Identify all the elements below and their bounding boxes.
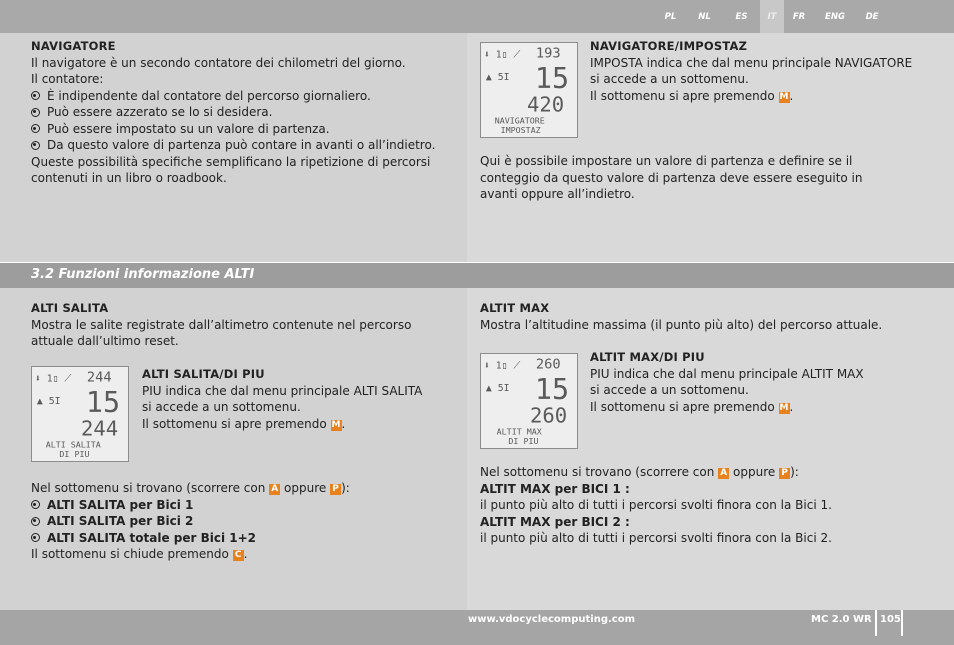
scroll-text: Nel sottomenu si trovano (scorrere con	[480, 465, 715, 479]
bullet-icon	[31, 104, 47, 121]
a-key-icon: A	[718, 468, 729, 479]
lcd-top-value: 244	[86, 369, 112, 386]
alti-salita-sub-block	[142, 366, 452, 432]
tab-lang-eng[interactable]: ENG	[825, 11, 845, 22]
tab-lang-de[interactable]: DE	[865, 11, 879, 22]
scroll-instructions	[31, 480, 451, 497]
m-key-icon: M	[331, 419, 341, 430]
list-item-text: ALTI SALITA per Bici 1	[47, 497, 194, 512]
scroll-end-text: ):	[341, 481, 350, 495]
altit-max-submenu-block	[480, 464, 920, 547]
bullet-icon	[31, 121, 47, 138]
navigatore-impostaz-para	[480, 153, 890, 203]
tab-lang-nl[interactable]: NL	[698, 11, 711, 22]
lcd-line-2: DI PIU	[59, 449, 90, 460]
list-item-text: Da questo valore di partenza può contare in avanti o all’indietro.	[47, 138, 436, 152]
alti-salita-block	[31, 300, 431, 350]
bullet-icon	[31, 137, 47, 154]
lcd-display-image	[481, 354, 577, 448]
altit-max-sub-line: Il sottomenu si apre premendo M.	[590, 399, 794, 414]
lcd-line-1: ALTI SALITA	[45, 439, 101, 450]
lcd-line-1: NAVIGATORE	[494, 115, 545, 126]
navigatore-impostaz-heading: NAVIGATORE/IMPOSTAZ	[590, 39, 748, 53]
lcd-status-icon: ⬇ 1▯ ⟋	[34, 373, 72, 385]
lcd-status-icon: ⬇ 1▯ ⟋	[483, 360, 521, 372]
a-key-icon: A	[269, 484, 280, 495]
alti-salita-submenu-block	[31, 480, 451, 563]
list-item-text: ALTI SALITA totale per Bici 1+2	[47, 530, 257, 545]
alti-salita-sub-line: Il sottomenu si apre premendo M.	[142, 416, 346, 431]
lcd-display-image	[481, 43, 577, 137]
lcd-line-2: DI PIU	[508, 436, 539, 447]
bullet-icon	[31, 513, 47, 530]
lcd-line-2: IMPOSTAZ	[500, 125, 541, 136]
altit-max-text: Mostra l’altitudine massima (il punto più alto) del percorso attuale.	[480, 317, 883, 332]
scroll-end-text: ):	[790, 465, 799, 479]
list-item	[31, 513, 451, 530]
section-header	[0, 262, 954, 288]
navigatore-intro-2: Il contatore:	[31, 72, 104, 86]
navigatore-impostaz-line: si accede a un sottomenu.	[590, 72, 749, 86]
altit-max-block	[480, 300, 910, 333]
list-item-text: ALTI SALITA per Bici 2	[47, 514, 194, 528]
bike1-label: ALTIT MAX per BICI 1 :	[480, 481, 630, 496]
list-item	[31, 530, 451, 547]
tab-lang-es[interactable]: ES	[735, 11, 748, 22]
navigatore-intro: Il navigatore è un secondo contatore dei chilometri del giorno.	[31, 55, 406, 70]
scroll-or-text: oppure	[284, 481, 327, 495]
open-submenu-text: Il sottomenu si apre premendo	[142, 416, 327, 431]
lcd-display-image	[32, 367, 128, 461]
alti-salita-heading: ALTI SALITA	[31, 301, 109, 315]
tab-lang-pl[interactable]: PL	[664, 11, 677, 22]
footer-url-link[interactable]: www.vdocyclecomputing.com	[468, 614, 636, 625]
lcd-time-value: 15	[534, 62, 570, 96]
lcd-line-1: ALTIT MAX	[496, 426, 542, 437]
list-item	[31, 137, 451, 154]
lcd-display-altit-max	[480, 353, 578, 449]
altit-max-sub-line: PIU indica che dal menu principale ALTIT MAX	[590, 366, 864, 381]
list-item	[31, 88, 451, 105]
lcd-time-value: 15	[85, 386, 121, 420]
lcd-top-value: 193	[535, 45, 561, 62]
list-item-text: Può essere impostato su un valore di partenza.	[47, 121, 330, 136]
navigatore-impostaz-line: IMPOSTA indica che dal menu principale NAVIGATORE	[590, 55, 913, 70]
list-item	[31, 497, 451, 514]
bike1-text: il punto più alto di tutti i percorsi svolti finora con la Bici 1.	[480, 498, 832, 512]
lcd-status-icon: ⬇ 1▯ ⟋	[483, 49, 521, 61]
open-submenu-text: Il sottomenu si apre premendo	[590, 399, 775, 414]
tab-lang-fr[interactable]: FR	[792, 11, 806, 22]
list-item-text: È indipendente dal contatore del percorso giornaliero.	[47, 88, 371, 103]
p-key-icon: P	[779, 468, 790, 479]
lcd-unit-icon: ▲ 5I	[485, 72, 510, 84]
footer-divider	[901, 610, 903, 636]
panel-altit-max	[467, 288, 954, 610]
page-number: 105	[880, 614, 901, 625]
list-item	[31, 121, 451, 138]
lcd-big-value: 420	[527, 92, 565, 117]
lcd-big-value: 260	[529, 403, 568, 428]
navigatore-outro: Queste possibilità specifiche semplificano la ripetizione di percorsi contenuti in un libro o roadbook.	[31, 154, 431, 185]
bullet-icon	[31, 497, 47, 514]
navigatore-impostaz-description: Qui è possibile impostare un valore di partenza e definire se il conteggio da questo valore di partenza deve essere eseguito in avanti oppure all’indietro.	[480, 154, 863, 201]
section-title: 3.2 Funzioni informazione ALTI	[31, 267, 255, 282]
alti-salita-sub-heading: ALTI SALITA/DI PIU	[142, 367, 265, 381]
scroll-or-text: oppure	[733, 465, 776, 479]
lcd-top-value: 260	[535, 356, 561, 373]
lcd-unit-icon: ▲ 5I	[485, 383, 510, 395]
p-key-icon: P	[330, 484, 341, 495]
navigatore-heading: NAVIGATORE	[31, 39, 116, 53]
bike2-text: il punto più alto di tutti i percorsi svolti finora con la Bici 2.	[480, 531, 832, 545]
close-submenu-line: Il sottomenu si chiude premendo C .	[31, 547, 248, 561]
close-submenu-text: Il sottomenu si chiude premendo	[31, 547, 229, 561]
alti-salita-sub-line: PIU indica che dal menu principale ALTI SALITA	[142, 383, 423, 398]
alti-salita-text: Mostra le salite registrate dall’altimetro contenute nel percorso attuale dall’ultimo reset.	[31, 317, 412, 348]
navigatore-impostaz-line: Il sottomenu si apre premendo M.	[590, 88, 794, 103]
language-tabs	[655, 0, 888, 33]
altit-max-sub-heading: ALTIT MAX/DI PIU	[590, 350, 705, 364]
m-key-icon: M	[779, 402, 789, 413]
bullet-icon	[31, 530, 47, 547]
navigatore-block	[31, 38, 451, 187]
lcd-unit-icon: ▲ 5I	[36, 396, 61, 408]
c-key-icon: C	[233, 550, 244, 561]
altit-max-sub-line: si accede a un sottomenu.	[590, 383, 749, 397]
m-key-icon: M	[779, 91, 789, 102]
list-item-text: Può essere azzerato se lo si desidera.	[47, 105, 273, 119]
lcd-display-alti-salita	[31, 366, 129, 462]
footer-divider	[875, 610, 877, 636]
list-item	[31, 104, 451, 121]
scroll-instructions	[480, 464, 920, 481]
altit-max-heading: ALTIT MAX	[480, 301, 550, 315]
navigatore-impostaz-block	[590, 38, 930, 104]
scroll-text: Nel sottomenu si trovano (scorrere con	[31, 481, 266, 495]
altit-max-sub-block	[590, 349, 910, 415]
footer	[0, 610, 954, 645]
bike2-label: ALTIT MAX per BICI 2 :	[480, 514, 630, 529]
alti-salita-sub-line: si accede a un sottomenu.	[142, 400, 301, 414]
lcd-display-navigatore	[480, 42, 578, 138]
footer-model: MC 2.0 WR	[811, 614, 872, 625]
lcd-big-value: 244	[80, 416, 119, 441]
bullet-icon	[31, 88, 47, 105]
tab-lang-it[interactable]: IT	[760, 0, 784, 33]
open-submenu-text: Il sottomenu si apre premendo	[590, 88, 775, 103]
lcd-time-value: 15	[534, 373, 570, 407]
